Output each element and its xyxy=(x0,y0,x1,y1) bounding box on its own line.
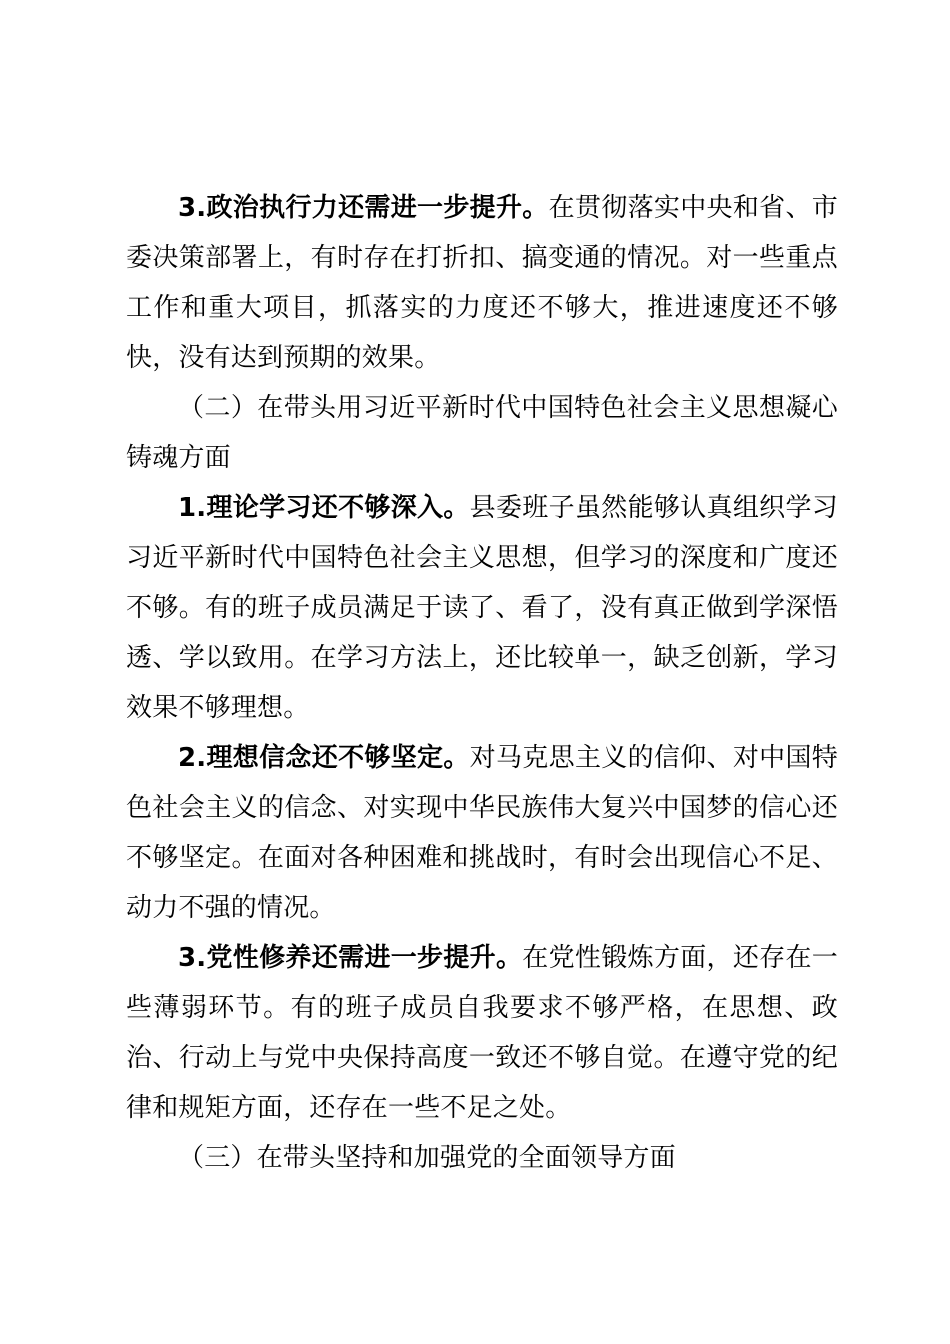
section-heading-text: （三）在带头坚持和加强党的全面领导方面 xyxy=(178,1143,676,1173)
document-page xyxy=(126,183,838,1183)
paragraph-party-spirit xyxy=(126,933,838,1133)
section-heading-text: （二）在带头用习近平新时代中国特色社会主义思想凝心铸魂方面 xyxy=(126,393,838,473)
paragraph-lead: 2.理想信念还不够坚定。 xyxy=(178,743,470,773)
section-heading-2 xyxy=(126,383,838,483)
paragraph-lead: 3.党性修养还需进一步提升。 xyxy=(178,943,523,973)
paragraph-body: 县委班子虽然能够认真组织学习习近平新时代中国特色社会主义思想，但学习的深度和广度还不够。有的班子成员满足于读了、看了，没有真正做到学深悟透、学以致用。在学习方法上，还比较单一，缺乏创新，学习效果不够理想。 xyxy=(126,493,838,723)
paragraph-body: 对马克思主义的信仰、对中国特色社会主义的信念、对实现中华民族伟大复兴中国梦的信心还不够坚定。在面对各种困难和挑战时，有时会出现信心不足、动力不强的情况。 xyxy=(126,743,838,923)
paragraph-body: 在党性锻炼方面，还存在一些薄弱环节。有的班子成员自我要求不够严格，在思想、政治、行动上与党中央保持高度一致还不够自觉。在遵守党的纪律和规矩方面，还存在一些不足之处。 xyxy=(126,943,838,1123)
section-heading-3 xyxy=(126,1133,838,1183)
paragraph-body: 在贯彻落实中央和省、市委决策部署上，有时存在打折扣、搞变通的情况。对一些重点工作和重大项目，抓落实的力度还不够大，推进速度还不够快，没有达到预期的效果。 xyxy=(126,193,839,373)
paragraph-ideals-beliefs xyxy=(126,733,838,933)
paragraph-lead: 3.政治执行力还需进一步提升。 xyxy=(178,193,549,223)
paragraph-lead: 1.理论学习还不够深入。 xyxy=(178,493,470,523)
paragraph-political-execution xyxy=(126,183,838,383)
paragraph-theory-study xyxy=(126,483,838,733)
